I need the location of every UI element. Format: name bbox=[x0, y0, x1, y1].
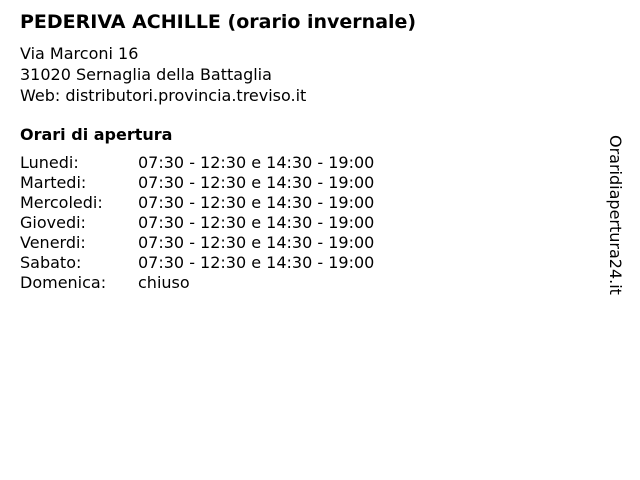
day-label: Martedi: bbox=[20, 173, 87, 192]
site-watermark: Oraridiapertura24.it bbox=[606, 135, 625, 295]
time-value: chiuso bbox=[138, 273, 190, 292]
city-address: 31020 Sernaglia della Battaglia bbox=[20, 65, 272, 84]
street-address: Via Marconi 16 bbox=[20, 44, 139, 63]
time-value: 07:30 - 12:30 e 14:30 - 19:00 bbox=[138, 253, 375, 272]
day-label: Domenica: bbox=[20, 273, 107, 292]
page-title: PEDERIVA ACHILLE (orario invernale) bbox=[20, 11, 417, 33]
address-block bbox=[20, 43, 306, 106]
time-value: 07:30 - 12:30 e 14:30 - 19:00 bbox=[138, 193, 375, 212]
time-value: 07:30 - 12:30 e 14:30 - 19:00 bbox=[138, 153, 375, 172]
time-value: 07:30 - 12:30 e 14:30 - 19:00 bbox=[138, 173, 375, 192]
day-label: Lunedi: bbox=[20, 153, 79, 172]
opening-hours-heading: Orari di apertura bbox=[20, 125, 173, 144]
day-label: Mercoledi: bbox=[20, 193, 103, 212]
day-label: Giovedi: bbox=[20, 213, 86, 232]
day-label: Venerdi: bbox=[20, 233, 86, 252]
day-label: Sabato: bbox=[20, 253, 82, 272]
time-value: 07:30 - 12:30 e 14:30 - 19:00 bbox=[138, 213, 375, 232]
website-line: Web: distributori.provincia.treviso.it bbox=[20, 86, 307, 105]
time-value: 07:30 - 12:30 e 14:30 - 19:00 bbox=[138, 233, 375, 252]
